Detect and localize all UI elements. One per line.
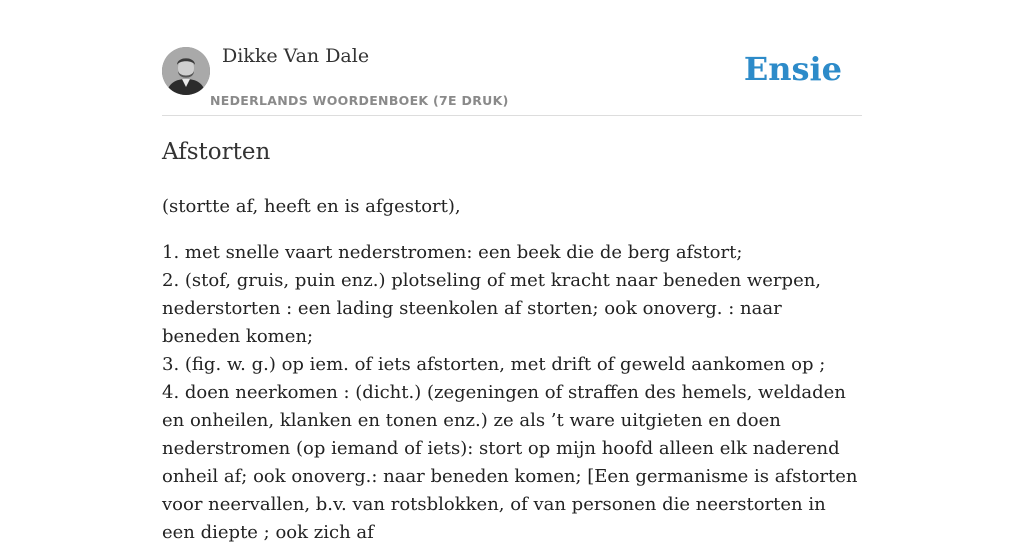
entry-title: Afstorten — [162, 139, 271, 165]
header-divider — [162, 115, 862, 116]
portrait-avatar-icon — [162, 47, 210, 95]
definition-item: 4. doen neerkomen : (dicht.) (zegeningen of straffen des hemels, weldaden en onheilen, klanken en tonen enz.) ze als ’t ware uitgieten en doen nederstromen (op iemand of iets): stort op mijn hoofd alleen elk naderend onheil af; ook onoverg.: naar beneden komen; [Een germanisme is afstorten voor neervallen, b.v. van rotsblokken, of van personen die neerstorten in een diepte ; ook zich af — [162, 382, 858, 543]
entry-definitions — [162, 239, 862, 547]
source-subtitle: NEDERLANDS WOORDENBOEK (7E DRUK) — [210, 93, 509, 108]
definition-item: 1. met snelle vaart nederstromen: een beek die de berg afstort; — [162, 242, 743, 263]
source-avatar[interactable] — [162, 47, 210, 95]
definition-item: 2. (stof, gruis, puin enz.) plotseling of met kracht naar beneden werpen, nederstorten : een lading steenkolen af storten; ook onoverg. : naar beneden komen; — [162, 270, 822, 347]
entry-forms: (stortte af, heeft en is afgestort), — [162, 196, 461, 217]
ensie-logo[interactable]: Ensie — [743, 50, 842, 88]
definition-item: 3. (fig. w. g.) op iem. of iets afstorten, met drift of geweld aankomen op ; — [162, 354, 826, 375]
source-title[interactable]: Dikke Van Dale — [222, 45, 370, 67]
